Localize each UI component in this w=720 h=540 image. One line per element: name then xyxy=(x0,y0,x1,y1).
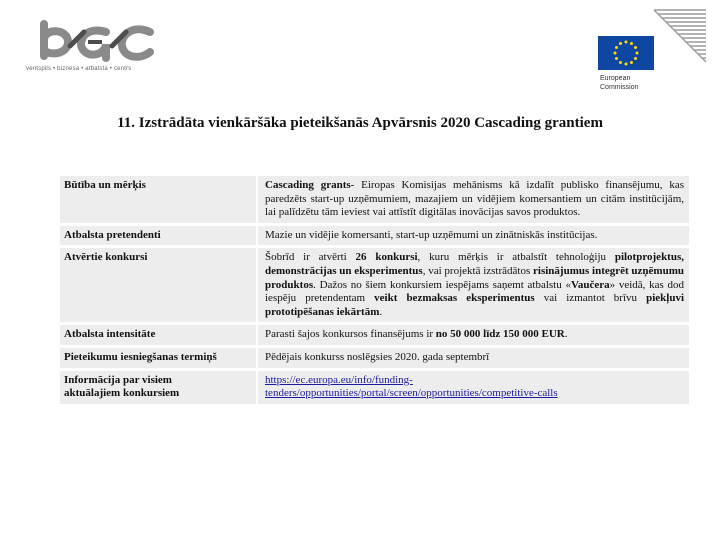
eu-flag-icon xyxy=(598,36,654,70)
text-segment: Parasti šajos konkursos finansējums ir xyxy=(265,328,436,341)
eu-star-icon xyxy=(619,61,622,64)
ec-line-2: Commission xyxy=(600,84,639,91)
row-label: Pieteikumu iesniegšanas termiņš xyxy=(60,348,258,368)
bold-text-segment: piekļuvi prototipēšanas iekārtām xyxy=(265,292,684,318)
text-segment: Šobrīd ir atvērti xyxy=(265,251,356,264)
row-label: Būtība un mērķis xyxy=(60,176,258,223)
eu-star-icon xyxy=(625,63,628,66)
text-segment: . Dažos no šiem konkursiem iespējams saņemt atbalstu « xyxy=(313,278,571,291)
row-label xyxy=(60,371,258,404)
bold-text-segment: no 50 000 līdz 150 000 EUR xyxy=(435,328,565,341)
logo-tagline: ventspils • biznesa • atbalsta • centrs xyxy=(26,66,132,72)
table-row xyxy=(60,371,689,404)
eu-star-icon xyxy=(634,57,637,60)
eu-star-icon xyxy=(630,61,633,64)
bac-logo-icon xyxy=(26,18,162,66)
row-label-line: aktuālajiem konkursiem xyxy=(64,387,180,400)
eu-star-icon xyxy=(630,42,633,45)
text-segment: vai izmantot brīvu xyxy=(534,292,647,305)
page-title: 11. Izstrādāta vienkāršāka pieteikšanās Apvārsnis 2020 Cascading grantiem xyxy=(117,115,603,131)
eu-star-icon xyxy=(615,57,618,60)
table-row xyxy=(60,248,689,322)
row-value xyxy=(258,176,689,223)
table-row xyxy=(60,176,689,223)
eu-star-icon xyxy=(614,52,617,55)
text-segment: . xyxy=(379,305,383,318)
funding-tenders-link[interactable] xyxy=(265,374,684,401)
link-line: https://ec.europa.eu/info/funding- xyxy=(265,373,413,386)
text-segment: , vai projektā izstrādātos xyxy=(422,264,534,277)
bold-text-segment: 26 konkursi xyxy=(355,251,418,264)
table-row xyxy=(60,348,689,368)
eu-star-icon xyxy=(619,42,622,45)
row-label-line: Informācija par visiem xyxy=(64,373,172,386)
text-segment: Mazie un vidējie komersanti, start-up uzņēmumi un zinātniskās institūcijas. xyxy=(265,228,598,241)
ec-line-1: European xyxy=(600,75,631,82)
eu-star-icon xyxy=(634,46,637,49)
row-value xyxy=(258,226,689,246)
bold-text-segment: pilotprojektus, demonstrācijas un eksperimentus xyxy=(265,251,684,277)
info-table xyxy=(60,173,689,407)
link-line: tenders/opportunities/portal/screen/opportunities/competitive-calls xyxy=(265,387,558,400)
row-value xyxy=(258,348,689,368)
eu-star-icon xyxy=(625,41,628,44)
row-label: Atbalsta intensitāte xyxy=(60,325,258,345)
european-commission-text xyxy=(600,74,639,92)
text-segment: Pēdējais konkurss noslēgsies 2020. gada septembrī xyxy=(265,350,490,363)
bold-text-segment: risinājumus integrēt uzņēmumu produktos xyxy=(265,264,684,291)
text-segment: » veidā, kas dod iespēju pretendentam xyxy=(265,278,685,305)
row-value xyxy=(258,248,689,322)
row-label: Atbalsta pretendenti xyxy=(60,226,258,246)
table-row xyxy=(60,325,689,345)
bac-logo xyxy=(26,18,162,76)
row-value xyxy=(258,371,689,404)
row-value xyxy=(258,325,689,345)
european-commission-logo-icon xyxy=(592,8,710,72)
bold-text-segment: Cascading grants xyxy=(265,179,351,191)
text-segment: - Eiropas Komisijas mehānisms kā izdalīt publisko finansējumu, kas paredzēts start-up uzņēmumiem, mazajiem un vidējiem komersantiem un citām institūcijām, lai palīdzētu tām ieviest vai attīstīt digitālas inovācijas savos produktos. xyxy=(265,179,684,219)
table-row xyxy=(60,226,689,246)
row-label: Atvērtie konkursi xyxy=(60,248,258,322)
eu-star-icon xyxy=(636,52,639,55)
european-commission-logo xyxy=(592,8,710,100)
bold-text-segment: Vaučera xyxy=(570,278,610,291)
eu-star-icon xyxy=(615,46,618,49)
bold-text-segment: veikt bezmaksas eksperimentus xyxy=(374,292,535,305)
text-segment: . xyxy=(564,328,568,341)
text-segment: , kuru mērķis ir atbalstīt tehnoloģiju xyxy=(417,251,615,264)
